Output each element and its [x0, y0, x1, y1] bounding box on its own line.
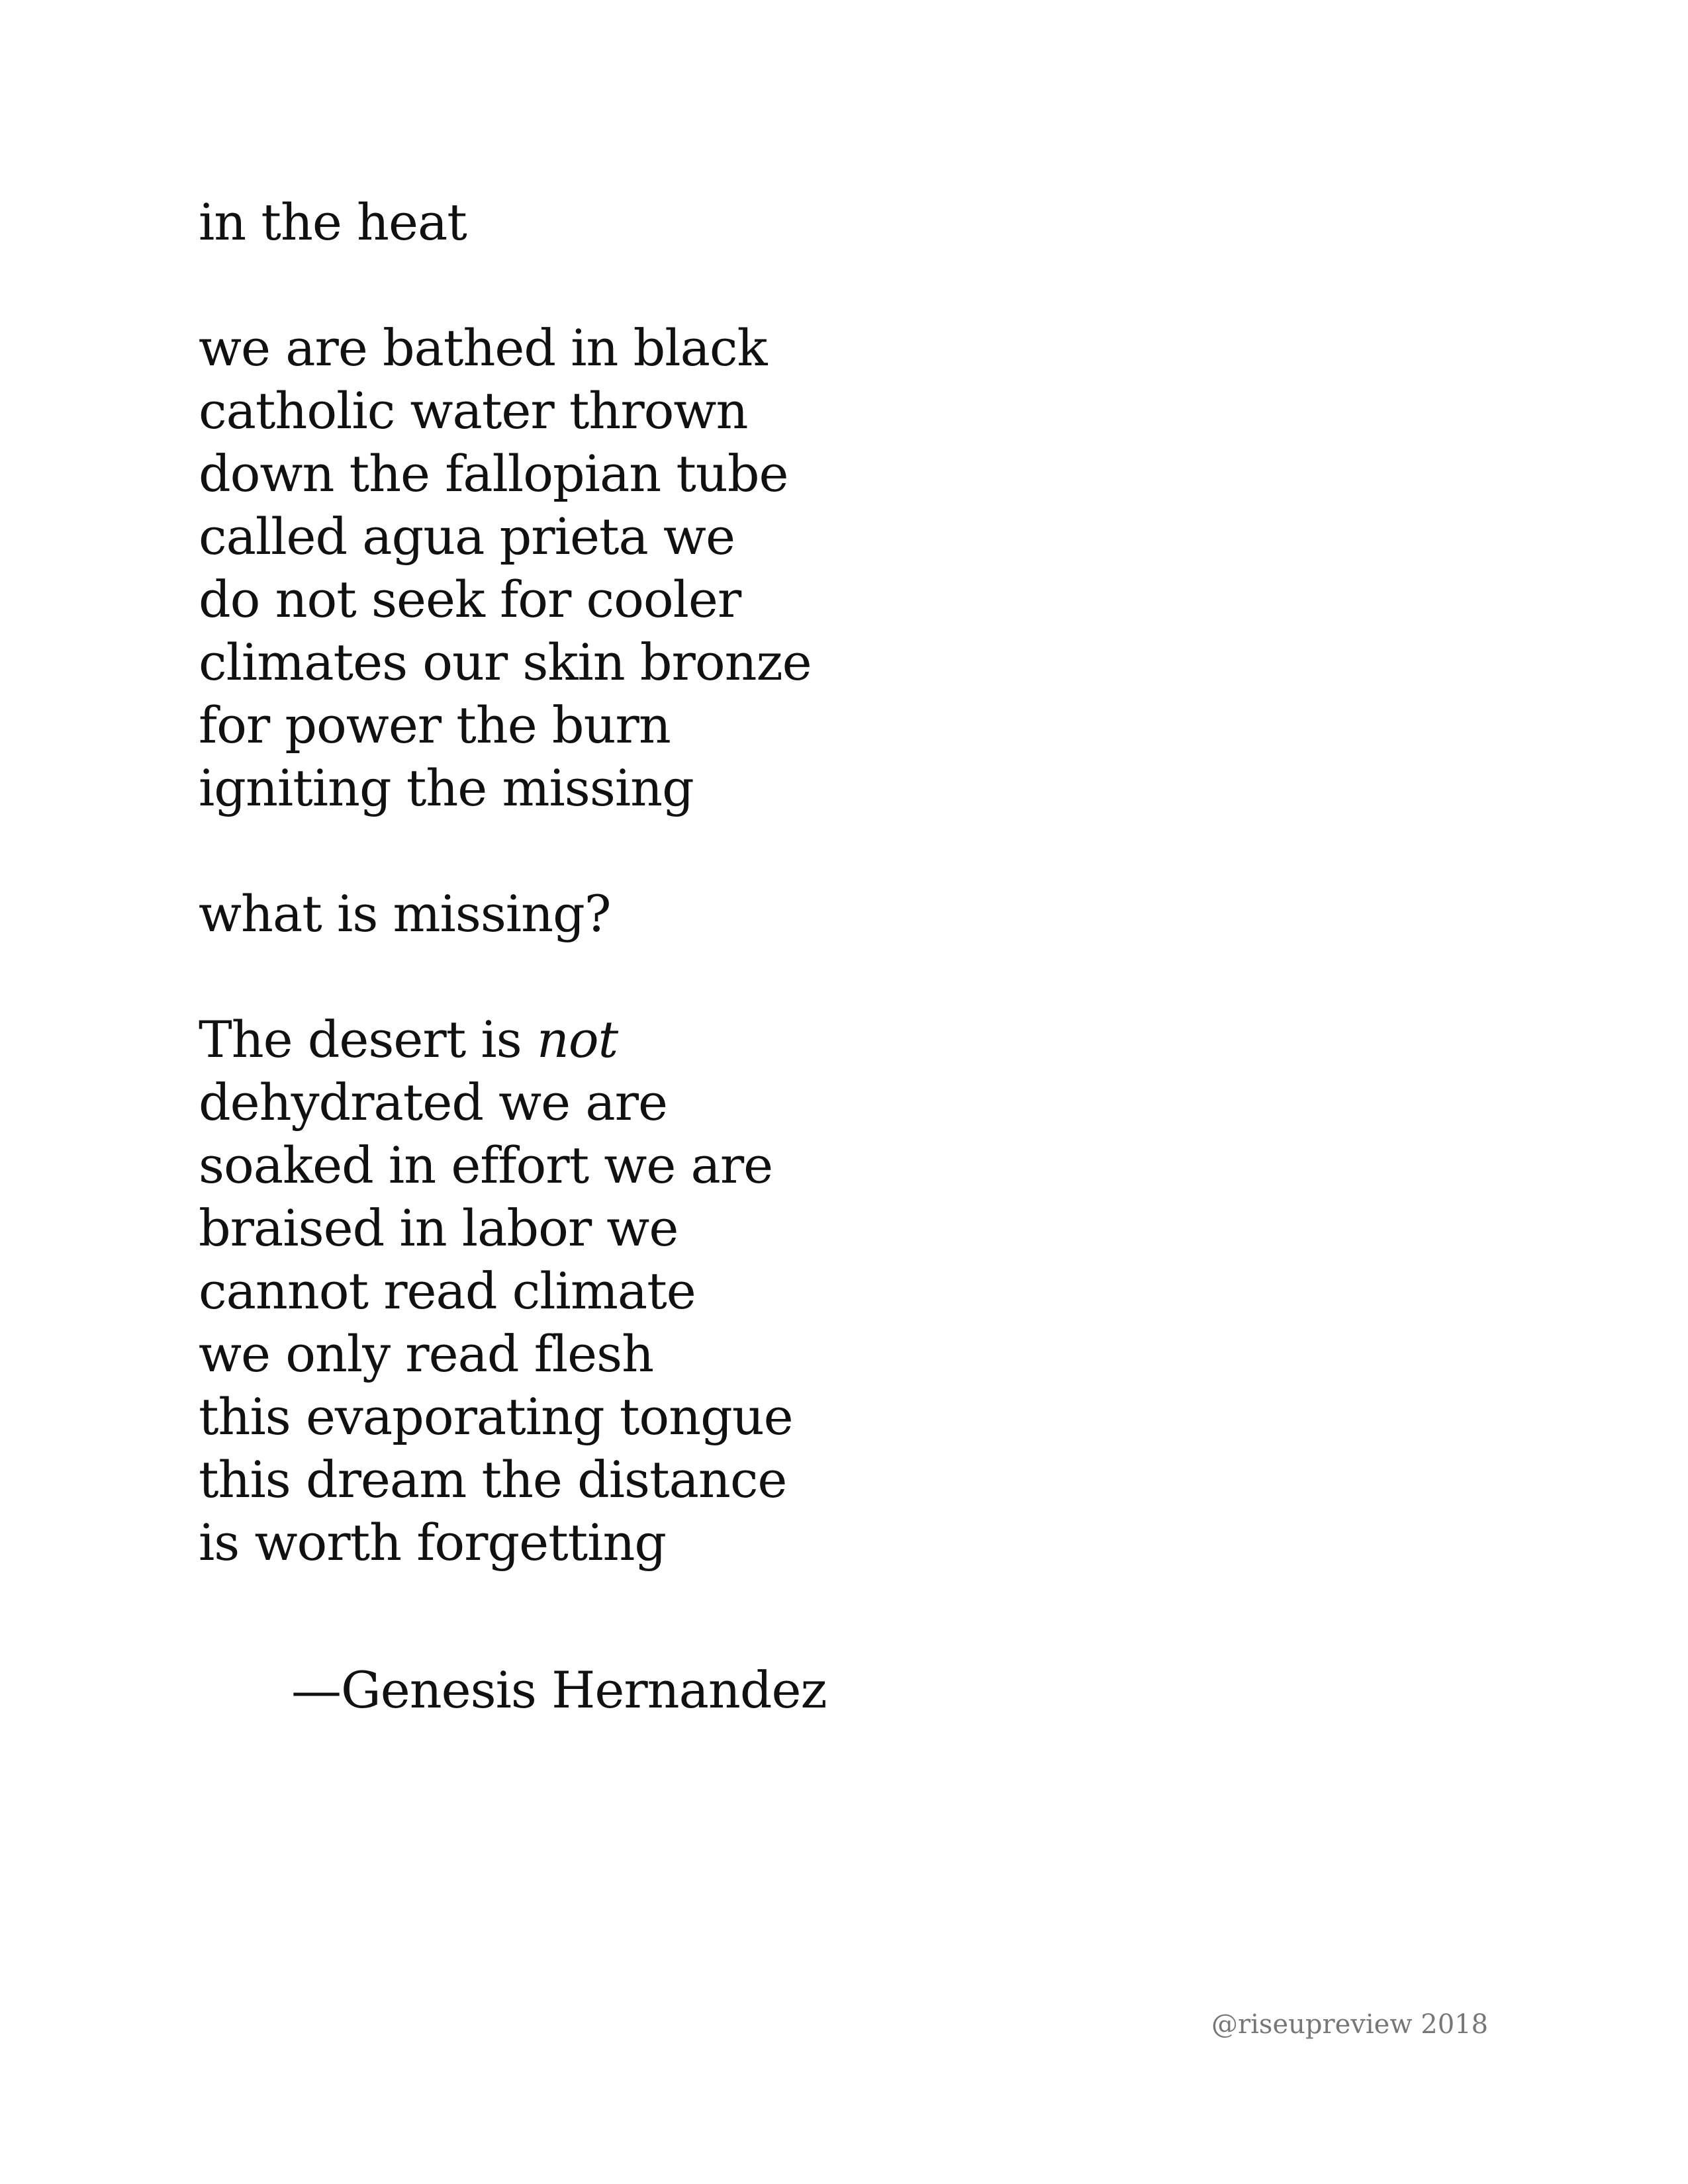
- poem-line: do not seek for cooler: [199, 570, 741, 629]
- poem-line: this dream the distance: [199, 1450, 787, 1509]
- poem-line: [199, 1008, 1324, 1071]
- stanza-break: [199, 253, 1324, 316]
- stanza-break: [199, 945, 1324, 1008]
- poem-line-prefix: The desert is: [199, 1010, 537, 1069]
- poem-line: we only read flesh: [199, 1324, 654, 1383]
- poem-line: called agua prieta we: [199, 507, 735, 566]
- poem-line: is worth forgetting: [199, 1513, 667, 1572]
- poem-line: climates our skin bronze: [199, 633, 812, 692]
- poem-title: in the heat: [199, 193, 467, 251]
- stanza-break: [199, 819, 1324, 882]
- poem-line: down the fallopian tube: [199, 444, 788, 503]
- poem-byline: —Genesis Hernandez: [291, 1661, 827, 1719]
- poem-line: cannot read climate: [199, 1261, 696, 1320]
- poem-line: igniting the missing: [199, 758, 694, 817]
- footer-credit: @riseupreview 2018: [1211, 2009, 1489, 2040]
- poem-body: [199, 191, 1324, 1574]
- poem-line: dehydrated we are: [199, 1073, 667, 1132]
- poem-line: braised in labor we: [199, 1199, 679, 1257]
- poem-line: for power the burn: [199, 696, 671, 754]
- poem-line-italic-word: not: [536, 1010, 618, 1069]
- poem-line: we are bathed in black: [199, 318, 767, 377]
- poem-line: soaked in effort we are: [199, 1136, 773, 1195]
- poem-line: this evaporating tongue: [199, 1387, 793, 1446]
- poem-question: what is missing?: [199, 884, 611, 943]
- poem-line: catholic water thrown: [199, 381, 748, 440]
